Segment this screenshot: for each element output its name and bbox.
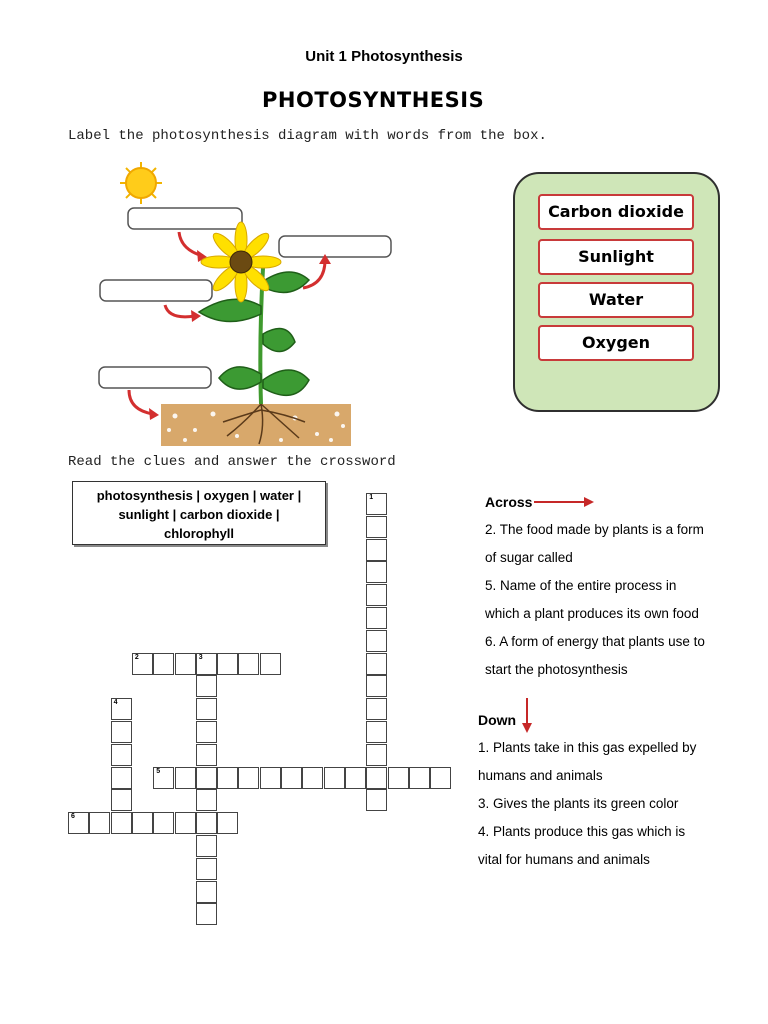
crossword-cell[interactable] <box>366 698 387 720</box>
crossword-cell[interactable] <box>366 584 387 606</box>
crossword-cell[interactable] <box>196 767 217 789</box>
crossword-cell[interactable] <box>238 767 259 789</box>
crossword-cell[interactable] <box>281 767 302 789</box>
crossword-cell[interactable] <box>111 789 132 811</box>
crossword-cell[interactable] <box>409 767 430 789</box>
crossword-cell[interactable] <box>196 858 217 880</box>
clue-line: start the photosynthesis <box>485 662 628 677</box>
crossword-cell[interactable] <box>196 721 217 743</box>
crossword-cell[interactable] <box>196 881 217 903</box>
crossword-cell[interactable] <box>196 698 217 720</box>
down-heading <box>478 712 516 730</box>
crossword-cell[interactable] <box>111 767 132 789</box>
clue-line: which a plant produces its own food <box>485 606 699 621</box>
clue-line: 5. Name of the entire process in <box>485 578 677 593</box>
word-chip-carbon-dioxide: Carbon dioxide <box>538 194 694 230</box>
crossword-cell[interactable] <box>366 607 387 629</box>
crossword-cell[interactable] <box>196 675 217 697</box>
crossword-cell[interactable] <box>366 721 387 743</box>
crossword-instruction: Read the clues and answer the crossword <box>68 454 396 470</box>
clue-line: 4. Plants produce this gas which is <box>478 824 686 839</box>
crossword-cell[interactable] <box>111 698 132 720</box>
clue-line: humans and animals <box>478 768 603 783</box>
crossword-cell[interactable] <box>196 812 217 834</box>
crossword-cell[interactable] <box>217 767 238 789</box>
word-chip-water: Water <box>538 282 694 318</box>
word-list-line: photosynthesis | oxygen | water | <box>96 488 302 503</box>
crossword-word-list <box>72 481 326 545</box>
crossword-cell[interactable] <box>217 812 238 834</box>
crossword-cell[interactable] <box>196 744 217 766</box>
crossword-cell[interactable] <box>175 812 196 834</box>
crossword-cell[interactable] <box>324 767 345 789</box>
clue-line: 2. The food made by plants is a form <box>485 522 704 537</box>
across-heading <box>485 494 532 512</box>
label-blank-2 <box>279 236 391 257</box>
clue-number: 4 <box>113 699 118 707</box>
down-title: Down <box>478 712 517 728</box>
diagram-instruction: Label the photosynthesis diagram with words from the box. <box>68 128 547 144</box>
crossword-cell[interactable] <box>260 653 281 675</box>
word-chip-sunlight: Sunlight <box>538 239 694 275</box>
crossword-cell[interactable] <box>132 653 153 675</box>
crossword-cell[interactable] <box>196 835 217 857</box>
crossword-cell[interactable] <box>302 767 323 789</box>
word-list-line: sunlight | carbon dioxide | <box>118 507 280 522</box>
crossword-cell[interactable] <box>260 767 281 789</box>
crossword-cell[interactable] <box>366 675 387 697</box>
crossword-cell[interactable] <box>153 812 174 834</box>
across-arrow-icon <box>534 496 596 508</box>
worksheet-heading: PHOTOSYNTHESIS <box>262 88 485 112</box>
crossword-cell[interactable] <box>366 539 387 561</box>
crossword-cell[interactable] <box>175 653 196 675</box>
clue-number: 6 <box>71 813 75 821</box>
crossword-cell[interactable] <box>345 767 366 789</box>
crossword-cell[interactable] <box>89 812 110 834</box>
crossword-cell[interactable] <box>366 493 387 515</box>
clue-number: 3 <box>198 653 203 661</box>
label-blank-3 <box>100 280 212 301</box>
clue-line: 1. Plants take in this gas expelled by <box>478 740 697 755</box>
down-clues <box>478 734 758 874</box>
clue-line: 3. Gives the plants its green color <box>478 796 679 811</box>
crossword-cell[interactable] <box>175 767 196 789</box>
word-list-line: chlorophyll <box>163 526 235 541</box>
document-title: Unit 1 Photosynthesis <box>305 48 463 65</box>
crossword-cell[interactable] <box>196 903 217 925</box>
crossword-cell[interactable] <box>132 812 153 834</box>
photosynthesis-diagram <box>95 160 415 450</box>
crossword-cell[interactable] <box>366 516 387 538</box>
crossword-cell[interactable] <box>68 812 89 834</box>
crossword-cell[interactable] <box>111 744 132 766</box>
clue-number: 1 <box>369 494 374 501</box>
clue-number: 5 <box>156 767 161 775</box>
across-title: Across <box>485 494 533 510</box>
clue-line: vital for humans and animals <box>478 852 650 867</box>
down-arrow-icon <box>520 698 534 734</box>
crossword-cell[interactable] <box>153 653 174 675</box>
word-chip-oxygen: Oxygen <box>538 325 694 361</box>
crossword-cell[interactable] <box>153 767 174 789</box>
label-blank-1 <box>128 208 242 229</box>
crossword-cell[interactable] <box>217 653 238 675</box>
crossword-cell[interactable] <box>238 653 259 675</box>
word-box <box>513 172 720 412</box>
crossword-cell[interactable] <box>366 653 387 675</box>
crossword-cell[interactable] <box>366 789 387 811</box>
crossword-cell[interactable] <box>366 630 387 652</box>
crossword-cell[interactable] <box>430 767 451 789</box>
crossword-cell[interactable] <box>111 812 132 834</box>
clue-line: of sugar called <box>485 550 573 565</box>
sun-icon <box>120 162 162 204</box>
crossword-cell[interactable] <box>196 789 217 811</box>
crossword-cell[interactable] <box>111 721 132 743</box>
crossword-cell[interactable] <box>366 767 387 789</box>
crossword-cell[interactable] <box>366 561 387 583</box>
crossword-cell[interactable] <box>366 744 387 766</box>
crossword-cell[interactable] <box>196 653 217 675</box>
crossword-cell[interactable] <box>388 767 409 789</box>
across-clues <box>485 516 755 684</box>
clue-line: 6. A form of energy that plants use to <box>485 634 705 649</box>
label-blank-4 <box>99 367 211 388</box>
clue-number: 2 <box>134 653 139 661</box>
